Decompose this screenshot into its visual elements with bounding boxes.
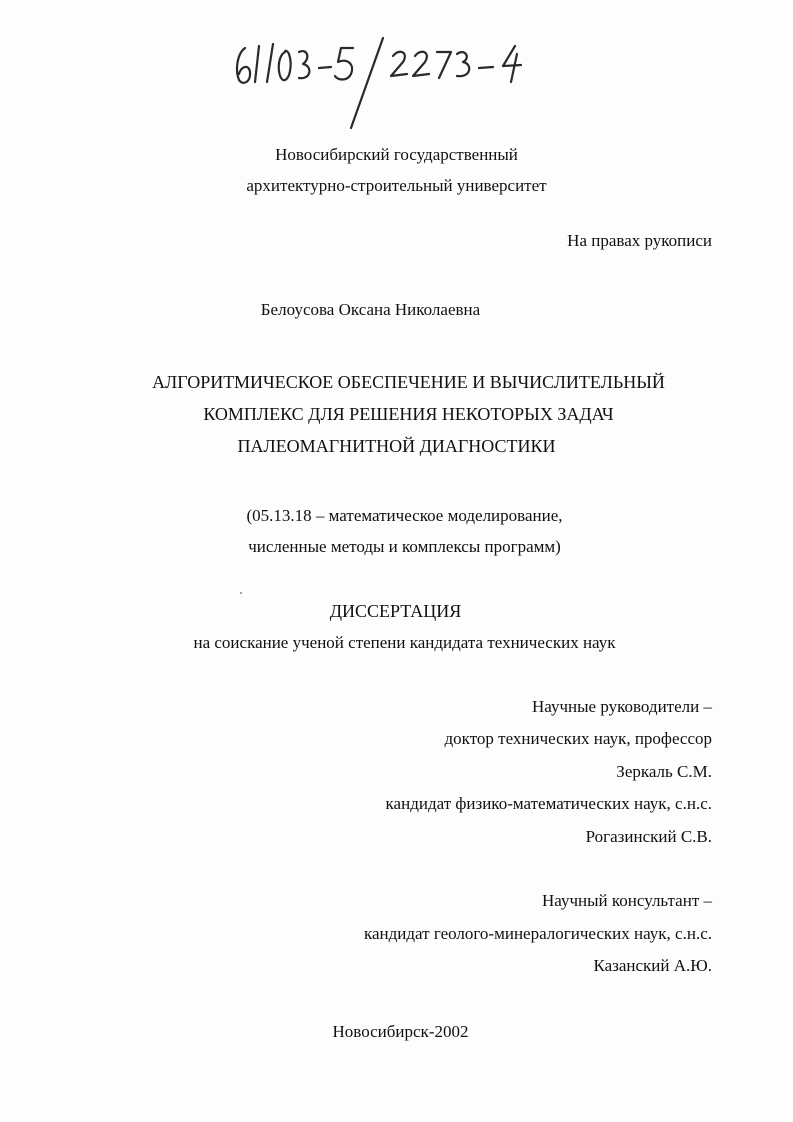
supervisors-label: Научные руководители – [532,697,712,716]
title-line3: ПАЛЕОМАГНИТНОЙ ДИАГНОСТИКИ [237,436,556,456]
title-line2: КОМПЛЕКС ДЛЯ РЕШЕНИЯ НЕКОТОРЫХ ЗАДАЧ [203,404,614,424]
work-type-heading: ДИССЕРТАЦИЯ [329,601,462,621]
handwritten-registration-number [225,30,545,130]
consultant-degree: кандидат геолого-минералогических наук, с.н.с. [364,924,712,943]
title-line1: АЛГОРИТМИЧЕСКОЕ ОБЕСПЕЧЕНИЕ И ВЫЧИСЛИТЕЛЬНЫЙ [152,372,665,392]
university-name-line2: архитектурно-строительный университет [246,176,547,195]
university-name-line1: Новосибирский государственный [275,145,518,164]
consultant-name: Казанский А.Ю. [593,956,712,975]
supervisor1-degree: доктор технических наук, профессор [444,729,712,748]
supervisor1-name: Зеркаль С.М. [616,762,712,781]
consultant-label: Научный консультант – [542,891,712,910]
work-type-subtitle: на соискание ученой степени кандидата технических наук [193,633,616,652]
specialty-line1: (05.13.18 – математическое моделирование, [246,506,563,525]
city-year: Новосибирск-2002 [332,1022,469,1041]
specialty-line2: численные методы и комплексы программ) [248,537,561,556]
supervisor2-name: Рогазинский С.В. [585,827,712,846]
manuscript-note: На правах рукописи [567,231,712,250]
scan-speck [240,592,242,594]
supervisor2-degree: кандидат физико-математических наук, с.н.с. [385,794,712,813]
author-name: Белоусова Оксана Николаевна [260,300,481,319]
